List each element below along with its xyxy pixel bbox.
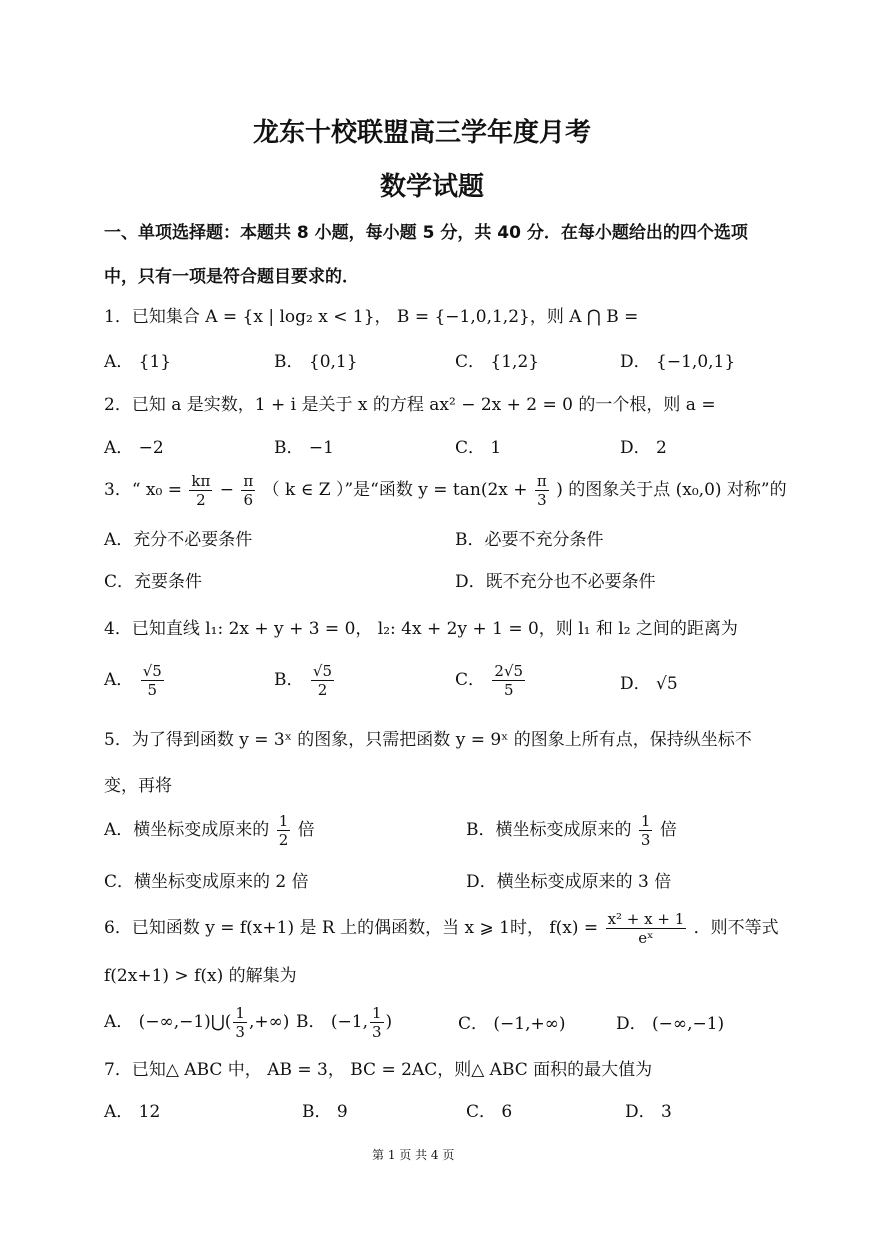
question-1-option-a: A． {1} (104, 352, 172, 372)
option-suffix: ) (385, 1012, 393, 1032)
fraction-f-of-x (606, 910, 687, 947)
question-6-option-d: D． (−∞,−1) (616, 1014, 725, 1034)
fraction-one-third (639, 812, 653, 849)
question-4-stem: 4．已知直线 l₁: 2x + y + 3 = 0， l₂: 4x + 2y + 1 = 0，则 l₁ 和 l₂ 之间的距离为 (104, 619, 738, 639)
fraction-denominator: 2 (196, 491, 206, 509)
option-suffix: ,+∞) (248, 1012, 290, 1032)
question-7-option-a: A． 12 (104, 1102, 161, 1122)
question-7-option-d: D． 3 (625, 1102, 672, 1122)
fraction-numerator: 1 (235, 1004, 245, 1022)
option-label: C． (455, 670, 486, 690)
question-5-option-b (466, 812, 677, 849)
question-3-stem-suffix: ) 的图象关于点 (x₀,0) 对称”的 (556, 480, 787, 500)
question-3-stem (104, 472, 787, 509)
question-3-stem-prefix: 3．“ x₀ = (104, 480, 182, 500)
option-text: A． (−∞,−1)⋃( (104, 1012, 232, 1032)
question-3-option-b: B．必要不充分条件 (455, 530, 604, 550)
fraction-one-third (370, 1004, 384, 1041)
fraction-numerator: kπ (191, 472, 211, 490)
question-6-option-b (296, 1004, 392, 1041)
fraction-pi-over-3 (535, 472, 549, 509)
question-4-option-b (274, 662, 336, 699)
fraction-k-pi-over-2 (189, 472, 212, 509)
question-6-option-a (104, 1004, 289, 1041)
fraction-denominator: 5 (147, 681, 158, 699)
fraction-option-c (492, 662, 525, 699)
minus-sign: − (219, 480, 234, 500)
option-text: B．横坐标变成原来的 (466, 820, 632, 840)
fraction-denominator: 3 (640, 831, 651, 849)
question-5-option-d: D．横坐标变成原来的 3 倍 (466, 872, 672, 892)
question-3-stem-middle: （ k ∈ Z ）”是“函数 y = tan(2x + (262, 480, 528, 500)
question-7-stem: 7．已知△ ABC 中， AB = 3， BC = 2AC，则△ ABC 面积的最大值为 (104, 1060, 653, 1080)
option-text: A．横坐标变成原来的 (104, 820, 270, 840)
question-4-option-a (104, 662, 166, 699)
question-1-option-d: D． {−1,0,1} (620, 352, 736, 372)
question-2-option-a: A． −2 (104, 438, 164, 458)
fraction-option-b (311, 662, 334, 699)
question-7-option-b: B． 9 (302, 1102, 348, 1122)
option-label: A． (104, 670, 134, 690)
option-text: B． (−1, (296, 1012, 368, 1032)
fraction-denominator: 3 (537, 491, 547, 509)
question-1-stem: 1．已知集合 A = {x | log₂ x < 1}， B = {−1,0,1,2}，则 A ⋂ B = (104, 307, 639, 327)
fraction-one-third (233, 1004, 247, 1041)
question-2-stem: 2．已知 a 是实数，1 + i 是关于 x 的方程 ax² − 2x + 2 = 0 的一个根，则 a = (104, 395, 716, 415)
section-heading-line1: 一、单项选择题：本题共 8 小题，每小题 5 分，共 40 分．在每小题给出的四个选项 (104, 223, 748, 243)
question-6-option-c: C． (−1,+∞) (458, 1014, 566, 1034)
fraction-numerator: √5 (312, 662, 333, 680)
fraction-denominator: 3 (235, 1023, 245, 1041)
fraction-pi-over-6 (241, 472, 255, 509)
page-footer: 第 1 页 共 4 页 (372, 1148, 455, 1162)
fraction-option-a (141, 662, 164, 699)
option-suffix: 倍 (297, 820, 315, 840)
question-1-option-b: B． {0,1} (274, 352, 358, 372)
fraction-denominator: 2 (278, 831, 289, 849)
question-4-option-c (455, 662, 527, 699)
question-1-option-c: C． {1,2} (455, 352, 540, 372)
page-title: 龙东十校联盟高三学年度月考 (253, 118, 592, 148)
question-6-stem-prefix: 6．已知函数 y = f(x+1) 是 R 上的偶函数，当 x ⩾ 1时， f(x) = (104, 918, 599, 938)
fraction-numerator: √5 (142, 662, 162, 680)
fraction-denominator: 5 (503, 681, 514, 699)
question-3-option-d: D．既不充分也不必要条件 (455, 572, 656, 592)
fraction-numerator: 1 (640, 812, 651, 830)
fraction-numerator: π (536, 472, 547, 490)
fraction-numerator: 2√5 (494, 662, 524, 680)
option-suffix: 倍 (659, 820, 677, 840)
question-2-option-c: C． 1 (455, 438, 502, 458)
question-3-option-c: C．充要条件 (104, 572, 203, 592)
page-subtitle: 数学试题 (380, 172, 485, 202)
fraction-denominator: 3 (372, 1023, 382, 1041)
question-4-option-d: D． √5 (620, 674, 678, 694)
fraction-one-half (277, 812, 291, 849)
question-2-option-b: B． −1 (274, 438, 334, 458)
fraction-denominator: 2 (317, 681, 328, 699)
fraction-denominator: 6 (243, 491, 254, 509)
question-5-option-a (104, 812, 315, 849)
question-5-stem-line2: 变，再将 (104, 776, 172, 796)
section-heading-line2: 中，只有一项是符合题目要求的． (104, 267, 359, 287)
question-5-stem-line1: 5．为了得到函数 y = 3ˣ 的图象，只需把函数 y = 9ˣ 的图象上所有点，保持纵坐标不 (104, 730, 752, 750)
fraction-numerator: π (243, 472, 254, 490)
question-7-option-c: C． 6 (466, 1102, 513, 1122)
question-5-option-c: C．横坐标变成原来的 2 倍 (104, 872, 309, 892)
question-6-stem-suffix: ．则不等式 (693, 918, 779, 938)
fraction-numerator: 1 (372, 1004, 382, 1022)
question-6-stem-line1 (104, 910, 779, 947)
question-6-stem-line2: f(2x+1) > f(x) 的解集为 (104, 966, 297, 986)
fraction-denominator: eˣ (638, 929, 654, 947)
question-3-option-a: A．充分不必要条件 (104, 530, 253, 550)
fraction-numerator: 1 (278, 812, 289, 830)
option-label: B． (274, 670, 304, 690)
question-2-option-d: D． 2 (620, 438, 667, 458)
fraction-numerator: x² + x + 1 (607, 910, 685, 928)
